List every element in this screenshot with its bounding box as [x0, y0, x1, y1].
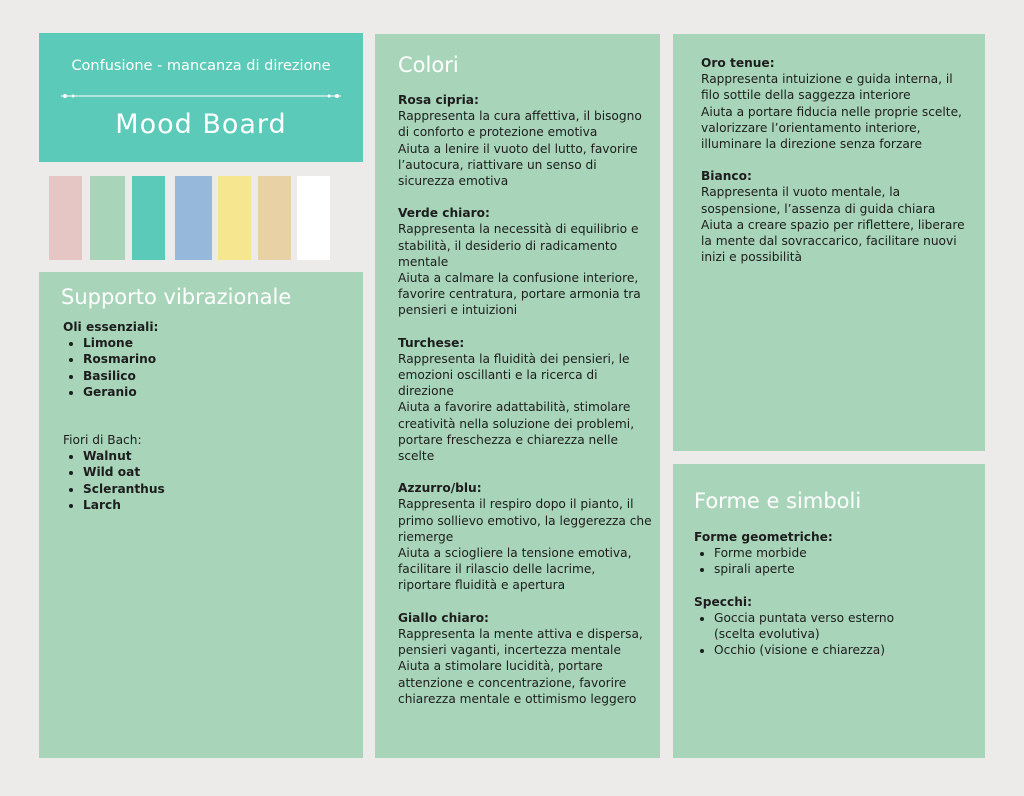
description-line: Rappresenta la necessità di equilibrio e — [398, 222, 639, 237]
description-line: emozioni oscillanti e la ricerca di — [398, 368, 598, 383]
description-line: filo sottile della saggezza interiore — [701, 88, 911, 103]
supporto-panel — [39, 272, 363, 758]
description-line: direzione — [398, 384, 454, 399]
list-item: • spirali aperte — [714, 561, 974, 577]
description-line: Aiuta a portare fiducia nelle proprie scelte, — [701, 104, 962, 119]
colori-continued-text — [701, 55, 981, 265]
oli-label: Oli essenziali: — [63, 320, 159, 334]
description-line: Rappresenta il vuoto mentale, la — [701, 185, 901, 200]
description-line: facilitare il rilascio delle lacrime, — [398, 562, 596, 577]
description-line: pensieri e intuizioni — [398, 303, 518, 318]
list-item: • Basilico — [83, 368, 343, 384]
colori-panel — [375, 34, 660, 758]
list-item: • Forme morbide — [714, 545, 974, 561]
colori-text — [398, 92, 658, 707]
color-label: Verde chiaro: — [398, 206, 490, 221]
description-line: la mente dal sovraccarico, facilitare nuovi — [701, 234, 957, 249]
description-line: stabilità, il desiderio di radicamento — [398, 238, 618, 253]
description-line: Aiuta a stimolare lucidità, portare — [398, 659, 603, 674]
color-swatch — [258, 176, 291, 260]
title-panel — [39, 33, 363, 162]
specchi-label: Specchi: — [694, 594, 752, 609]
color-label: Oro tenue: — [701, 56, 775, 70]
bach-list — [63, 448, 343, 513]
list-item: • Larch — [83, 497, 343, 513]
color-swatch — [90, 176, 125, 260]
description-line: riportare fluidità e apertura — [398, 578, 566, 593]
description-line: Rappresenta il respiro dopo il pianto, il — [398, 497, 634, 512]
bach-label: Fiori di Bach: — [63, 433, 142, 448]
description-line: Aiuta a favorire adattabilità, stimolare — [398, 400, 631, 415]
description-line: di conforto e protezione emotiva — [398, 125, 598, 140]
color-label: Giallo chiaro: — [398, 610, 489, 625]
specchi-list — [694, 610, 904, 659]
color-label: Turchese: — [398, 335, 465, 350]
description-line: sicurezza emotiva — [398, 174, 509, 189]
color-label: Azzurro/blu: — [398, 481, 482, 496]
description-line: creatività nella soluzione dei problemi, — [398, 416, 635, 431]
description-line: sospensione, l’assenza di guida chiara — [701, 201, 936, 216]
list-item: • Occhio (visione e chiarezza) — [714, 642, 904, 658]
board-subtitle: Confusione - mancanza di direzione — [71, 58, 331, 74]
description-line: Aiuta a calmare la confusione interiore, — [398, 271, 639, 286]
description-line: chiarezza mentale e ottimismo leggero — [398, 691, 637, 706]
description-line: Rappresenta la mente attiva e dispersa, — [398, 626, 643, 641]
list-item: • Wild oat — [83, 464, 343, 480]
description-line: inizi e possibilità — [701, 250, 802, 265]
description-line: Rappresenta la fluidità dei pensieri, le — [398, 351, 630, 366]
list-item: • Rosmarino — [83, 351, 343, 367]
list-item: • Goccia puntata verso esterno (scelta evolutiva) — [714, 610, 904, 642]
description-line: Rappresenta la cura affettiva, il bisogno — [398, 109, 642, 124]
description-line: pensieri vaganti, incertezza mentale — [398, 643, 621, 658]
description-line: riemerge — [398, 529, 454, 544]
list-item: • Scleranthus — [83, 481, 343, 497]
description-line: valorizzare l’orientamento interiore, — [701, 120, 921, 135]
color-swatch — [175, 176, 212, 260]
list-item: • Geranio — [83, 384, 343, 400]
description-line: Aiuta a lenire il vuoto del lutto, favorire — [398, 141, 638, 156]
description-line: primo sollievo emotivo, la leggerezza che — [398, 513, 652, 528]
color-swatch — [132, 176, 165, 260]
colori-title: Colori — [398, 53, 459, 77]
color-label: Bianco: — [701, 169, 752, 184]
description-line: Aiuta a creare spazio per riflettere, liberare — [701, 217, 965, 232]
forme-title: Forme e simboli — [694, 489, 862, 513]
color-swatch — [297, 176, 330, 260]
ornament-divider — [61, 93, 341, 99]
list-item: • Limone — [83, 335, 343, 351]
description-line: l’autocura, riattivare un senso di — [398, 157, 597, 172]
description-line: attenzione e concentrazione, favorire — [398, 675, 627, 690]
color-swatch — [49, 176, 82, 260]
geo-list — [694, 545, 974, 577]
description-line: portare freschezza e chiarezza nelle — [398, 432, 619, 447]
oli-list — [63, 335, 343, 400]
colori-continued-panel — [673, 34, 985, 451]
list-item: • Walnut — [83, 448, 343, 464]
description-line: illuminare la direzione senza forzare — [701, 137, 923, 152]
description-line: scelte — [398, 449, 435, 464]
geo-label: Forme geometriche: — [694, 530, 833, 544]
color-swatch — [218, 176, 251, 260]
board-title: Mood Board — [115, 109, 287, 140]
description-line: favorire centratura, portare armonia tra — [398, 287, 641, 302]
description-line: mentale — [398, 254, 449, 269]
color-label: Rosa cipria: — [398, 93, 479, 107]
forme-panel — [673, 464, 985, 758]
description-line: Rappresenta intuizione e guida interna, il — [701, 72, 953, 87]
description-line: Aiuta a sciogliere la tensione emotiva, — [398, 546, 632, 561]
supporto-title: Supporto vibrazionale — [61, 285, 292, 309]
